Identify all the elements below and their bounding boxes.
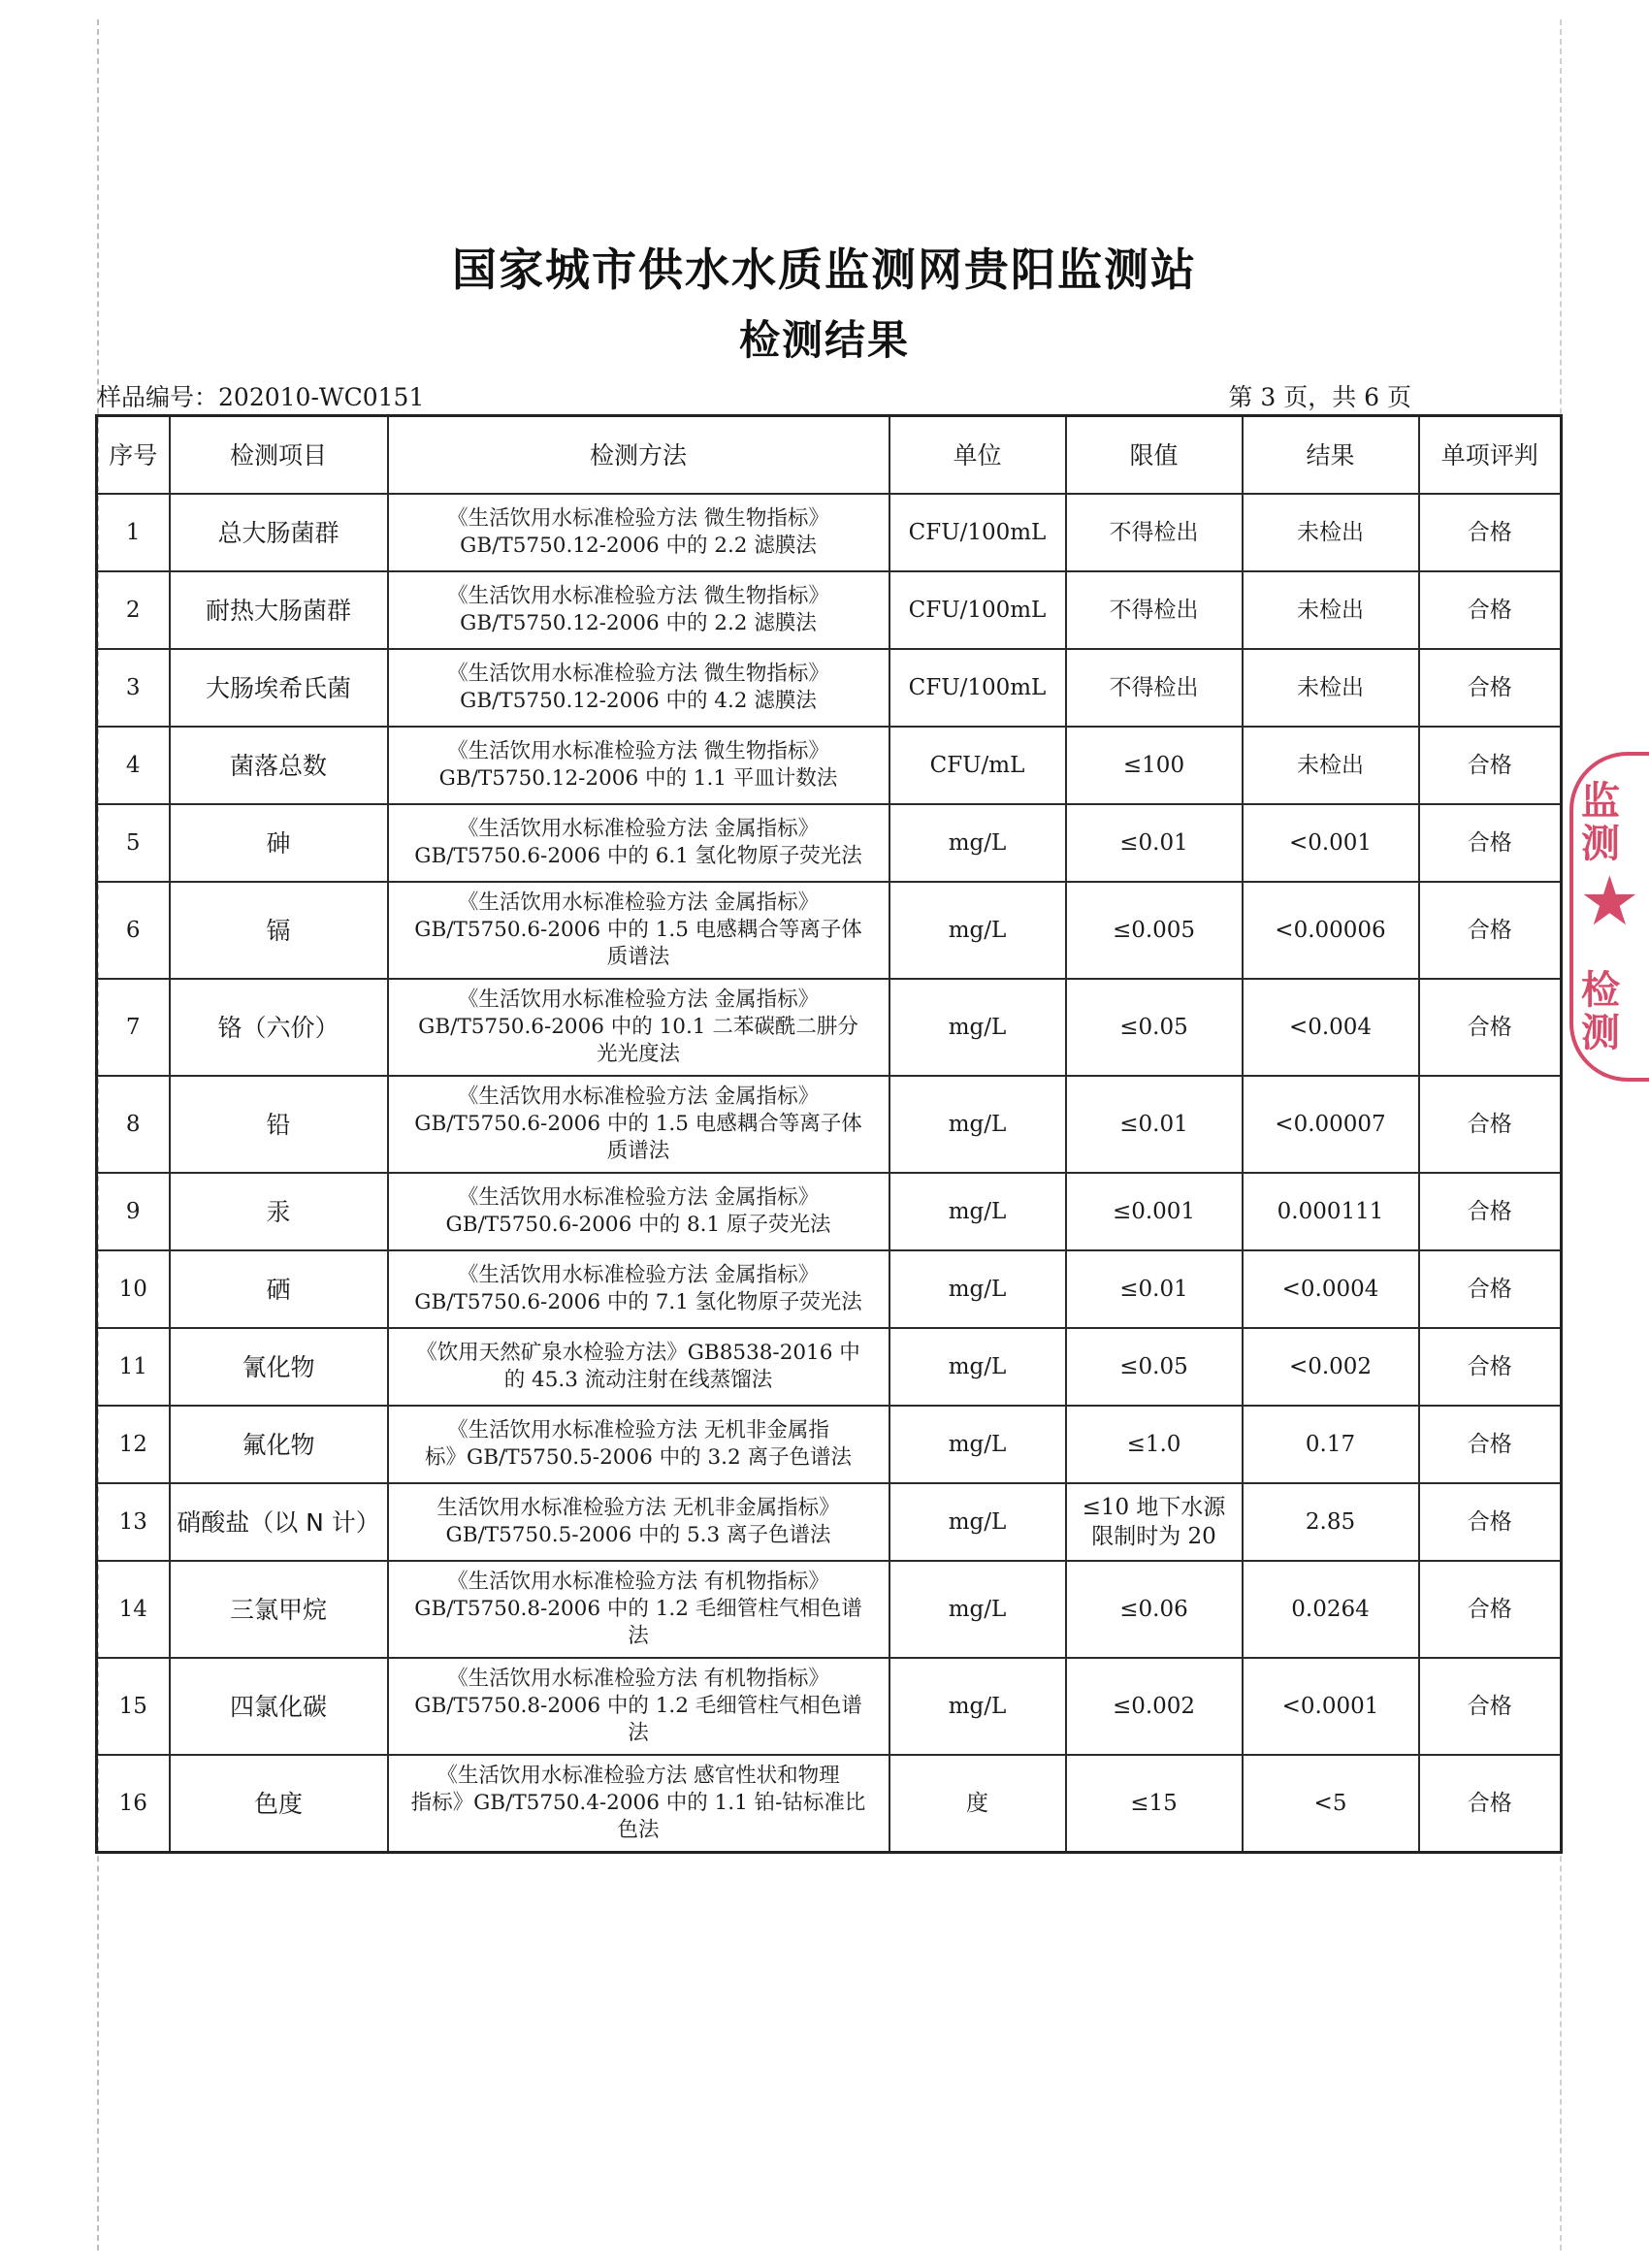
limit-line: ≤0.01	[1119, 829, 1188, 856]
limit-line: ≤0.05	[1119, 1014, 1188, 1040]
unit: mg/L	[889, 1328, 1066, 1406]
result-value: 未检出	[1243, 727, 1419, 804]
limit-value	[1066, 1173, 1243, 1250]
test-method	[388, 1561, 889, 1658]
limit-value	[1066, 1658, 1243, 1755]
row-number: 13	[97, 1483, 170, 1561]
col-header: 单位	[889, 416, 1066, 495]
table-header-row	[97, 416, 1562, 495]
test-method	[388, 1328, 889, 1406]
table-row	[97, 1076, 1562, 1173]
limit-line: 不得检出	[1109, 674, 1199, 700]
row-number: 3	[97, 649, 170, 727]
test-method	[388, 571, 889, 649]
row-number: 1	[97, 494, 170, 571]
test-item: 汞	[170, 1173, 388, 1250]
test-method	[388, 649, 889, 727]
row-number: 9	[97, 1173, 170, 1250]
limit-value	[1066, 1755, 1243, 1853]
unit: CFU/100mL	[889, 649, 1066, 727]
sample-number-value: 202010-WC0151	[218, 383, 425, 411]
result-value: <0.002	[1243, 1328, 1419, 1406]
result-value: 未检出	[1243, 649, 1419, 727]
col-header: 单项评判	[1419, 416, 1562, 495]
test-item: 氟化物	[170, 1406, 388, 1483]
method-line: GB/T5750.12-2006 中的 2.2 滤膜法	[460, 611, 817, 635]
method-line: 质谱法	[606, 944, 670, 969]
result-value: 未检出	[1243, 571, 1419, 649]
table-row	[97, 1406, 1562, 1483]
method-line: GB/T5750.12-2006 中的 4.2 滤膜法	[460, 689, 817, 713]
table-row	[97, 1561, 1562, 1658]
limit-line: ≤0.005	[1112, 917, 1196, 943]
method-line: 《生活饮用水标准检验方法 微生物指标》	[447, 584, 829, 609]
limit-line: 不得检出	[1109, 519, 1199, 545]
limit-line: ≤15	[1130, 1790, 1178, 1816]
method-line: 《生活饮用水标准检验方法 无机非金属指	[447, 1418, 829, 1443]
test-method	[388, 1406, 889, 1483]
test-item: 铬（六价）	[170, 979, 388, 1076]
row-number: 5	[97, 804, 170, 882]
row-number: 7	[97, 979, 170, 1076]
result-value: <0.004	[1243, 979, 1419, 1076]
result-value: <0.0001	[1243, 1658, 1419, 1755]
test-item: 铅	[170, 1076, 388, 1173]
test-method	[388, 1483, 889, 1561]
test-item: 氰化物	[170, 1328, 388, 1406]
method-line: 光光度法	[596, 1041, 680, 1066]
method-line: GB/T5750.12-2006 中的 2.2 滤膜法	[460, 534, 817, 558]
row-number: 8	[97, 1076, 170, 1173]
judgement: 合格	[1419, 882, 1562, 979]
test-method	[388, 1755, 889, 1853]
report-subtitle: 检测结果	[738, 316, 910, 364]
test-item: 硝酸盐（以 N 计）	[170, 1483, 388, 1561]
method-line: GB/T5750.6-2006 中的 7.1 氢化物原子荧光法	[414, 1290, 862, 1314]
limit-value	[1066, 1328, 1243, 1406]
judgement: 合格	[1419, 1561, 1562, 1658]
method-line: GB/T5750.6-2006 中的 1.5 电感耦合等离子体	[414, 918, 862, 943]
result-value: <0.0004	[1243, 1250, 1419, 1328]
judgement: 合格	[1419, 649, 1562, 727]
table-row	[97, 571, 1562, 649]
limit-line: ≤0.002	[1112, 1693, 1196, 1719]
limit-line: 限制时为 20	[1091, 1524, 1216, 1549]
judgement: 合格	[1419, 804, 1562, 882]
method-line: 《生活饮用水标准检验方法 微生物指标》	[447, 739, 829, 764]
unit: mg/L	[889, 979, 1066, 1076]
method-line: GB/T5750.8-2006 中的 1.2 毛细管柱气相色谱	[414, 1694, 862, 1719]
seal-text-top: 监测	[1581, 779, 1620, 866]
unit: CFU/100mL	[889, 571, 1066, 649]
method-line: 《生活饮用水标准检验方法 金属指标》	[457, 891, 820, 916]
limit-value	[1066, 571, 1243, 649]
results-table	[95, 414, 1563, 1854]
method-line: 法	[628, 1720, 649, 1745]
method-line: 色法	[617, 1817, 660, 1842]
table-row	[97, 882, 1562, 979]
limit-line: ≤0.01	[1119, 1111, 1188, 1137]
limit-line: ≤0.05	[1119, 1353, 1188, 1379]
test-item: 三氯甲烷	[170, 1561, 388, 1658]
result-value: 未检出	[1243, 494, 1419, 571]
method-line: GB/T5750.6-2006 中的 8.1 原子荧光法	[445, 1213, 831, 1237]
row-number: 10	[97, 1250, 170, 1328]
sample-number-label: 样品编号：	[97, 383, 219, 411]
unit: mg/L	[889, 1076, 1066, 1173]
table-row	[97, 979, 1562, 1076]
official-seal	[1569, 752, 1649, 1082]
test-method	[388, 1076, 889, 1173]
limit-value	[1066, 804, 1243, 882]
limit-value	[1066, 727, 1243, 804]
method-line: 标》GB/T5750.5-2006 中的 3.2 离子色谱法	[425, 1445, 852, 1470]
seal-star-icon: ★	[1579, 861, 1640, 941]
unit: mg/L	[889, 1173, 1066, 1250]
judgement: 合格	[1419, 1173, 1562, 1250]
test-item: 硒	[170, 1250, 388, 1328]
unit: mg/L	[889, 1561, 1066, 1658]
test-method	[388, 804, 889, 882]
limit-line: 不得检出	[1109, 597, 1199, 623]
test-item: 砷	[170, 804, 388, 882]
method-line: 《生活饮用水标准检验方法 金属指标》	[457, 988, 820, 1013]
limit-line: ≤10 地下水源	[1082, 1494, 1226, 1520]
limit-value	[1066, 1483, 1243, 1561]
page-info: 第 3 页，共 6 页	[1228, 383, 1411, 411]
result-value: 0.000111	[1243, 1173, 1419, 1250]
col-header: 结果	[1243, 416, 1419, 495]
row-number: 16	[97, 1755, 170, 1853]
method-line: 《生活饮用水标准检验方法 有机物指标》	[447, 1570, 829, 1595]
limit-line: ≤0.01	[1119, 1276, 1188, 1302]
unit: mg/L	[889, 1483, 1066, 1561]
test-method	[388, 979, 889, 1076]
unit: CFU/mL	[889, 727, 1066, 804]
table-row	[97, 727, 1562, 804]
judgement: 合格	[1419, 571, 1562, 649]
test-method	[388, 494, 889, 571]
test-method	[388, 1250, 889, 1328]
method-line: 法	[628, 1623, 649, 1648]
result-value: 0.0264	[1243, 1561, 1419, 1658]
result-value: <0.00007	[1243, 1076, 1419, 1173]
result-value: <0.00006	[1243, 882, 1419, 979]
judgement: 合格	[1419, 1483, 1562, 1561]
unit: mg/L	[889, 804, 1066, 882]
row-number: 11	[97, 1328, 170, 1406]
test-method	[388, 1658, 889, 1755]
test-item: 耐热大肠菌群	[170, 571, 388, 649]
method-line: 《生活饮用水标准检验方法 微生物指标》	[447, 506, 829, 532]
judgement: 合格	[1419, 1755, 1562, 1853]
test-item: 镉	[170, 882, 388, 979]
test-item: 大肠埃希氏菌	[170, 649, 388, 727]
limit-value	[1066, 649, 1243, 727]
method-line: 指标》GB/T5750.4-2006 中的 1.1 铂-钴标准比	[410, 1791, 866, 1816]
limit-line: ≤100	[1122, 752, 1185, 778]
method-line: 的 45.3 流动注射在线蒸馏法	[503, 1368, 773, 1392]
col-header: 检测项目	[170, 416, 388, 495]
judgement: 合格	[1419, 1250, 1562, 1328]
method-line: GB/T5750.6-2006 中的 1.5 电感耦合等离子体	[414, 1112, 862, 1137]
col-header: 序号	[97, 416, 170, 495]
row-number: 2	[97, 571, 170, 649]
judgement: 合格	[1419, 494, 1562, 571]
unit: CFU/100mL	[889, 494, 1066, 571]
col-header: 限值	[1066, 416, 1243, 495]
judgement: 合格	[1419, 1076, 1562, 1173]
judgement: 合格	[1419, 979, 1562, 1076]
table-row	[97, 1755, 1562, 1853]
limit-line: ≤0.06	[1119, 1596, 1188, 1622]
method-line: 《生活饮用水标准检验方法 金属指标》	[457, 1263, 820, 1288]
unit: mg/L	[889, 1658, 1066, 1755]
row-number: 14	[97, 1561, 170, 1658]
report-title: 国家城市供水水质监测网贵阳监测站	[452, 243, 1197, 296]
test-item: 四氯化碳	[170, 1658, 388, 1755]
unit: 度	[889, 1755, 1066, 1853]
method-line: GB/T5750.8-2006 中的 1.2 毛细管柱气相色谱	[414, 1597, 862, 1622]
test-item: 菌落总数	[170, 727, 388, 804]
judgement: 合格	[1419, 727, 1562, 804]
unit: mg/L	[889, 882, 1066, 979]
method-line: 《生活饮用水标准检验方法 金属指标》	[457, 1185, 820, 1211]
row-number: 6	[97, 882, 170, 979]
test-method	[388, 1173, 889, 1250]
limit-line: ≤0.001	[1112, 1198, 1196, 1224]
limit-value	[1066, 1561, 1243, 1658]
table-row	[97, 494, 1562, 571]
row-number: 4	[97, 727, 170, 804]
limit-value	[1066, 882, 1243, 979]
test-item: 色度	[170, 1755, 388, 1853]
test-method	[388, 882, 889, 979]
method-line: GB/T5750.6-2006 中的 10.1 二苯碳酰二肼分	[418, 1015, 858, 1040]
table-row	[97, 1483, 1562, 1561]
test-item: 总大肠菌群	[170, 494, 388, 571]
method-line: 《生活饮用水标准检验方法 金属指标》	[457, 817, 820, 842]
method-line: GB/T5750.5-2006 中的 5.3 离子色谱法	[445, 1523, 831, 1547]
row-number: 12	[97, 1406, 170, 1483]
table-row	[97, 1658, 1562, 1755]
limit-line: ≤1.0	[1126, 1431, 1181, 1457]
table-row	[97, 1250, 1562, 1328]
judgement: 合格	[1419, 1406, 1562, 1483]
table-row	[97, 1173, 1562, 1250]
table-row	[97, 649, 1562, 727]
judgement: 合格	[1419, 1658, 1562, 1755]
result-value: <0.001	[1243, 804, 1419, 882]
method-line: 质谱法	[606, 1138, 670, 1163]
unit: mg/L	[889, 1406, 1066, 1483]
limit-value	[1066, 494, 1243, 571]
method-line: 《生活饮用水标准检验方法 微生物指标》	[447, 662, 829, 687]
method-line: 生活饮用水标准检验方法 无机非金属指标》	[436, 1496, 840, 1521]
limit-value	[1066, 1406, 1243, 1483]
method-line: GB/T5750.6-2006 中的 6.1 氢化物原子荧光法	[414, 844, 862, 868]
test-method	[388, 727, 889, 804]
method-line: 《生活饮用水标准检验方法 金属指标》	[457, 1085, 820, 1110]
result-value: <5	[1243, 1755, 1419, 1853]
method-line: GB/T5750.12-2006 中的 1.1 平皿计数法	[438, 766, 838, 791]
unit: mg/L	[889, 1250, 1066, 1328]
limit-value	[1066, 1250, 1243, 1328]
judgement: 合格	[1419, 1328, 1562, 1406]
limit-value	[1066, 979, 1243, 1076]
result-value: 2.85	[1243, 1483, 1419, 1561]
seal-text-bottom: 检测	[1581, 968, 1620, 1055]
col-header: 检测方法	[388, 416, 889, 495]
result-value: 0.17	[1243, 1406, 1419, 1483]
table-row	[97, 1328, 1562, 1406]
limit-value	[1066, 1076, 1243, 1173]
row-number: 15	[97, 1658, 170, 1755]
method-line: 《生活饮用水标准检验方法 有机物指标》	[447, 1667, 829, 1692]
sample-number	[97, 378, 424, 413]
table-row	[97, 804, 1562, 882]
method-line: 《饮用天然矿泉水检验方法》GB8538-2016 中	[416, 1341, 860, 1366]
method-line: 《生活饮用水标准检验方法 感官性状和物理	[436, 1764, 840, 1789]
